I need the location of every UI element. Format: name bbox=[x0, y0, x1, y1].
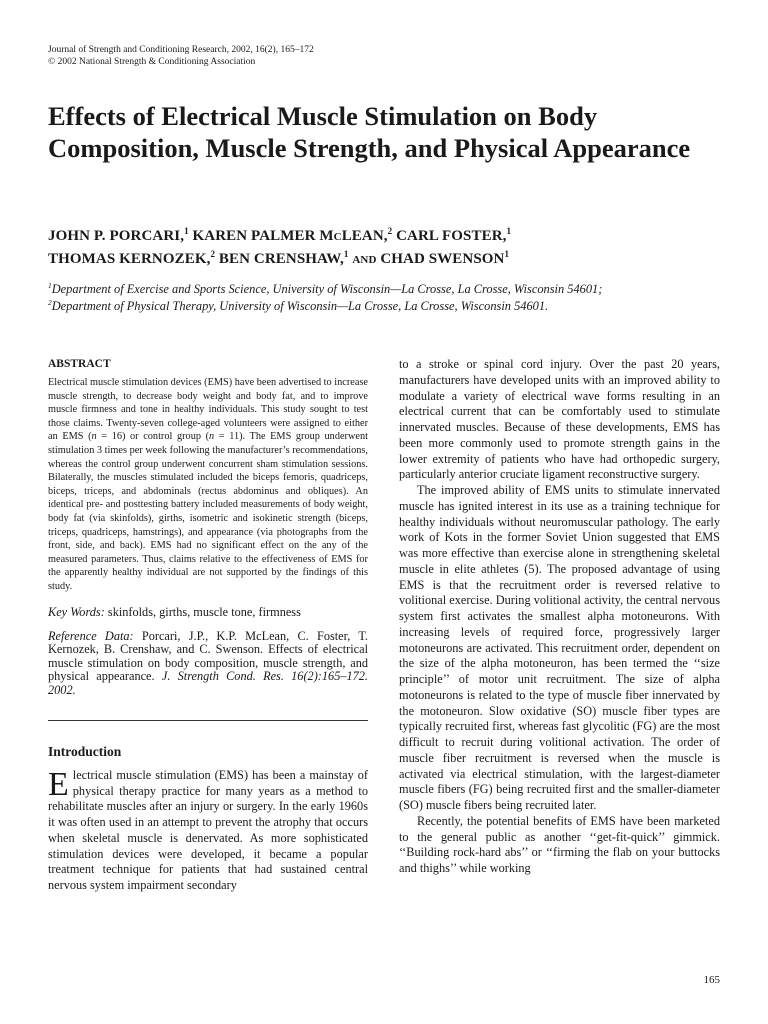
reference-data bbox=[48, 630, 368, 698]
introduction-paragraph bbox=[48, 768, 368, 894]
affiliation-2 bbox=[48, 298, 738, 315]
journal-copyright: © 2002 National Strength & Conditioning Association bbox=[48, 57, 256, 67]
author-mclean-rest: LEAN, bbox=[341, 228, 388, 244]
author-foster: CARL FOSTER, bbox=[392, 228, 507, 244]
reference-label: Reference Data: bbox=[48, 628, 134, 643]
body-paragraph-3: Recently, the potential benefits of EMS have been marketed to the general public as another ‘‘get-fit-quick’’ gimmick. ‘‘Building rock-hard abs’’ or ‘‘firming the flab on your buttocks and thighs’’ while working bbox=[399, 813, 720, 875]
affiliation-1 bbox=[48, 281, 738, 298]
journal-header bbox=[48, 44, 728, 68]
author-porcari: JOHN P. PORCARI, bbox=[48, 228, 185, 244]
page-number: 165 bbox=[703, 974, 720, 986]
affiliation-text: Department of Physical Therapy, University of Wisconsin—La Crosse, La Crosse, Wisconsin 54601. bbox=[51, 299, 549, 313]
abstract-n-symbol: n bbox=[91, 431, 97, 443]
affiliation-number: 2 bbox=[48, 297, 52, 307]
introduction-heading: Introduction bbox=[48, 744, 122, 759]
author-line-2 bbox=[48, 248, 738, 271]
affiliation-marker: 2 bbox=[387, 226, 393, 236]
left-column bbox=[48, 357, 368, 894]
keywords bbox=[48, 605, 368, 620]
affiliation-marker: 1 bbox=[504, 249, 510, 259]
introduction-text: lectrical muscle stimulation (EMS) has been a mainstay of physical therapy practice for many years as a method to rehabilitate muscles after an injury or surgery. In the early 1960s it was often used in an attempt to prevent the atrophy that occurs when skeletal muscle is denervated. As more sophisticated stimulation devices were developed, it became a popular treatment technique for patients that had sustained central nervous system impairment secondary bbox=[48, 768, 368, 892]
author-crenshaw: BEN CRENSHAW, bbox=[215, 251, 344, 267]
right-column bbox=[399, 357, 720, 877]
author-conjunction: and bbox=[348, 251, 381, 267]
author-mclean-smallcaps: c bbox=[333, 228, 342, 244]
body-paragraph-2: The improved ability of EMS units to stimulate innervated muscle has ignited interest in its use as a training technique for healthy individuals without neuromuscular pathology. The early work of Kots in the former Soviet Union suggested that EMS was more effective than exercise alone in strengthening skeletal muscle in elite athletes (5). The proposed advantage of using EMS is that the recruitment order is reversed relative to volitional exercise. During volitional activity, the central nervous system first activates the smallest alpha motoneurons. With increasing levels of required force, progressively larger motoneurons are activated. This recruitment order, dependent on the size of the alpha motoneuron, has been termed the ‘‘size principle’’ of motor unit recruitment. The size of alpha motoneurons is related to the type of muscle fiber innervated by the motoneuron. Slow oxidative (SO) muscle fiber types are typically recruited first, whereas fast glycolitic (FG) are the most difficult to recruit during volitional activation. The order of muscle fiber recruitment is reversed when the muscle is activated via electrical stimulation, with the largest-diameter muscle fibers (FG) being recruited first and the smaller-diameter (SO) muscle fibers being recruited later. bbox=[399, 483, 720, 812]
abstract-text-part: = 16) or control group ( bbox=[96, 431, 210, 443]
reference-text: Porcari, J.P., K.P. McLean, C. Foster, T. Kernozek, B. Crenshaw, and C. Swenson. Effects of electrical muscle stimulation on body composition, muscle strength, and physical appearance. bbox=[48, 628, 369, 683]
author-kernozek: THOMAS KERNOZEK, bbox=[48, 251, 211, 267]
affiliation-marker: 1 bbox=[184, 226, 189, 236]
affiliation-number: 1 bbox=[48, 280, 52, 290]
article-title: Effects of Electrical Muscle Stimulation on Body Composition, Muscle Strength, and Physical Appearance bbox=[48, 101, 691, 163]
affiliation-marker: 1 bbox=[343, 249, 349, 259]
abstract-n-symbol: n bbox=[209, 431, 215, 443]
author-mclean: KAREN PALMER M bbox=[188, 228, 334, 244]
author-line-1 bbox=[48, 225, 738, 248]
affiliations bbox=[48, 281, 738, 315]
author-list bbox=[48, 225, 738, 271]
drop-cap: E bbox=[48, 766, 69, 803]
body-paragraph-1: to a stroke or spinal cord injury. Over the past 20 years, manufacturers have developed units with an improved ability to modulate a variety of electrical wave forms resulting in an electrical current that can be comfortably used to stimulate innervated muscles. Because of these developments, EMS has been more commonly used to promote strength gains in the lower extremity of patients who have had orthopedic surgery, particularly anterior cruciate ligament reconstructive surgery. bbox=[399, 357, 720, 482]
affiliation-marker: 1 bbox=[506, 226, 512, 236]
affiliation-marker: 2 bbox=[210, 249, 216, 259]
affiliation-text: Department of Exercise and Sports Science, University of Wisconsin—La Crosse, La Crosse, Wisconsin 54601; bbox=[51, 282, 603, 296]
journal-citation: Journal of Strength and Conditioning Research, 2002, 16(2), 165–172 bbox=[48, 45, 314, 55]
author-swenson: CHAD SWENSON bbox=[380, 251, 505, 267]
abstract-text-part: = 11). The EMS group underwent stimulation 3 times per week following the manufacturer’s recommendations, whereas the control group underwent concurrent sham stimulation sessions. Bilaterally, the muscles stimulated included the biceps femoris, quadriceps, biceps, triceps, and abdominals (rectus abdominus and obliques). An identical pre- and posttesting battery included measurements of body weight, body fat (via skinfolds), girths, isometric and isokinetic strength (biceps, triceps, quadriceps, hamstrings), and appearance (via photographs from the front, side, and back). EMS had no significant effect on the any of the measured parameters. Thus, claims relative to the effectiveness of EMS for the apparently healthy individual are not supported by the findings of this study. bbox=[48, 431, 368, 592]
reference-journal: J. Strength Cond. Res. 16(2):165–172. 2002. bbox=[48, 669, 369, 697]
abstract-text-part: Electrical muscle stimulation devices (EMS) have been advertised to increase muscle strength, to decrease body weight and body fat, and to improve muscle firmness and tone in healthy individuals. This study sought to test those claims. Twenty-seven college-aged volunteers were assigned to either an EMS ( bbox=[48, 377, 368, 443]
keywords-text: skinfolds, girths, muscle tone, firmness bbox=[104, 604, 301, 619]
keywords-label: Key Words: bbox=[48, 604, 105, 619]
abstract-heading: ABSTRACT bbox=[48, 358, 111, 370]
section-divider bbox=[48, 720, 368, 721]
abstract-text bbox=[48, 376, 368, 594]
